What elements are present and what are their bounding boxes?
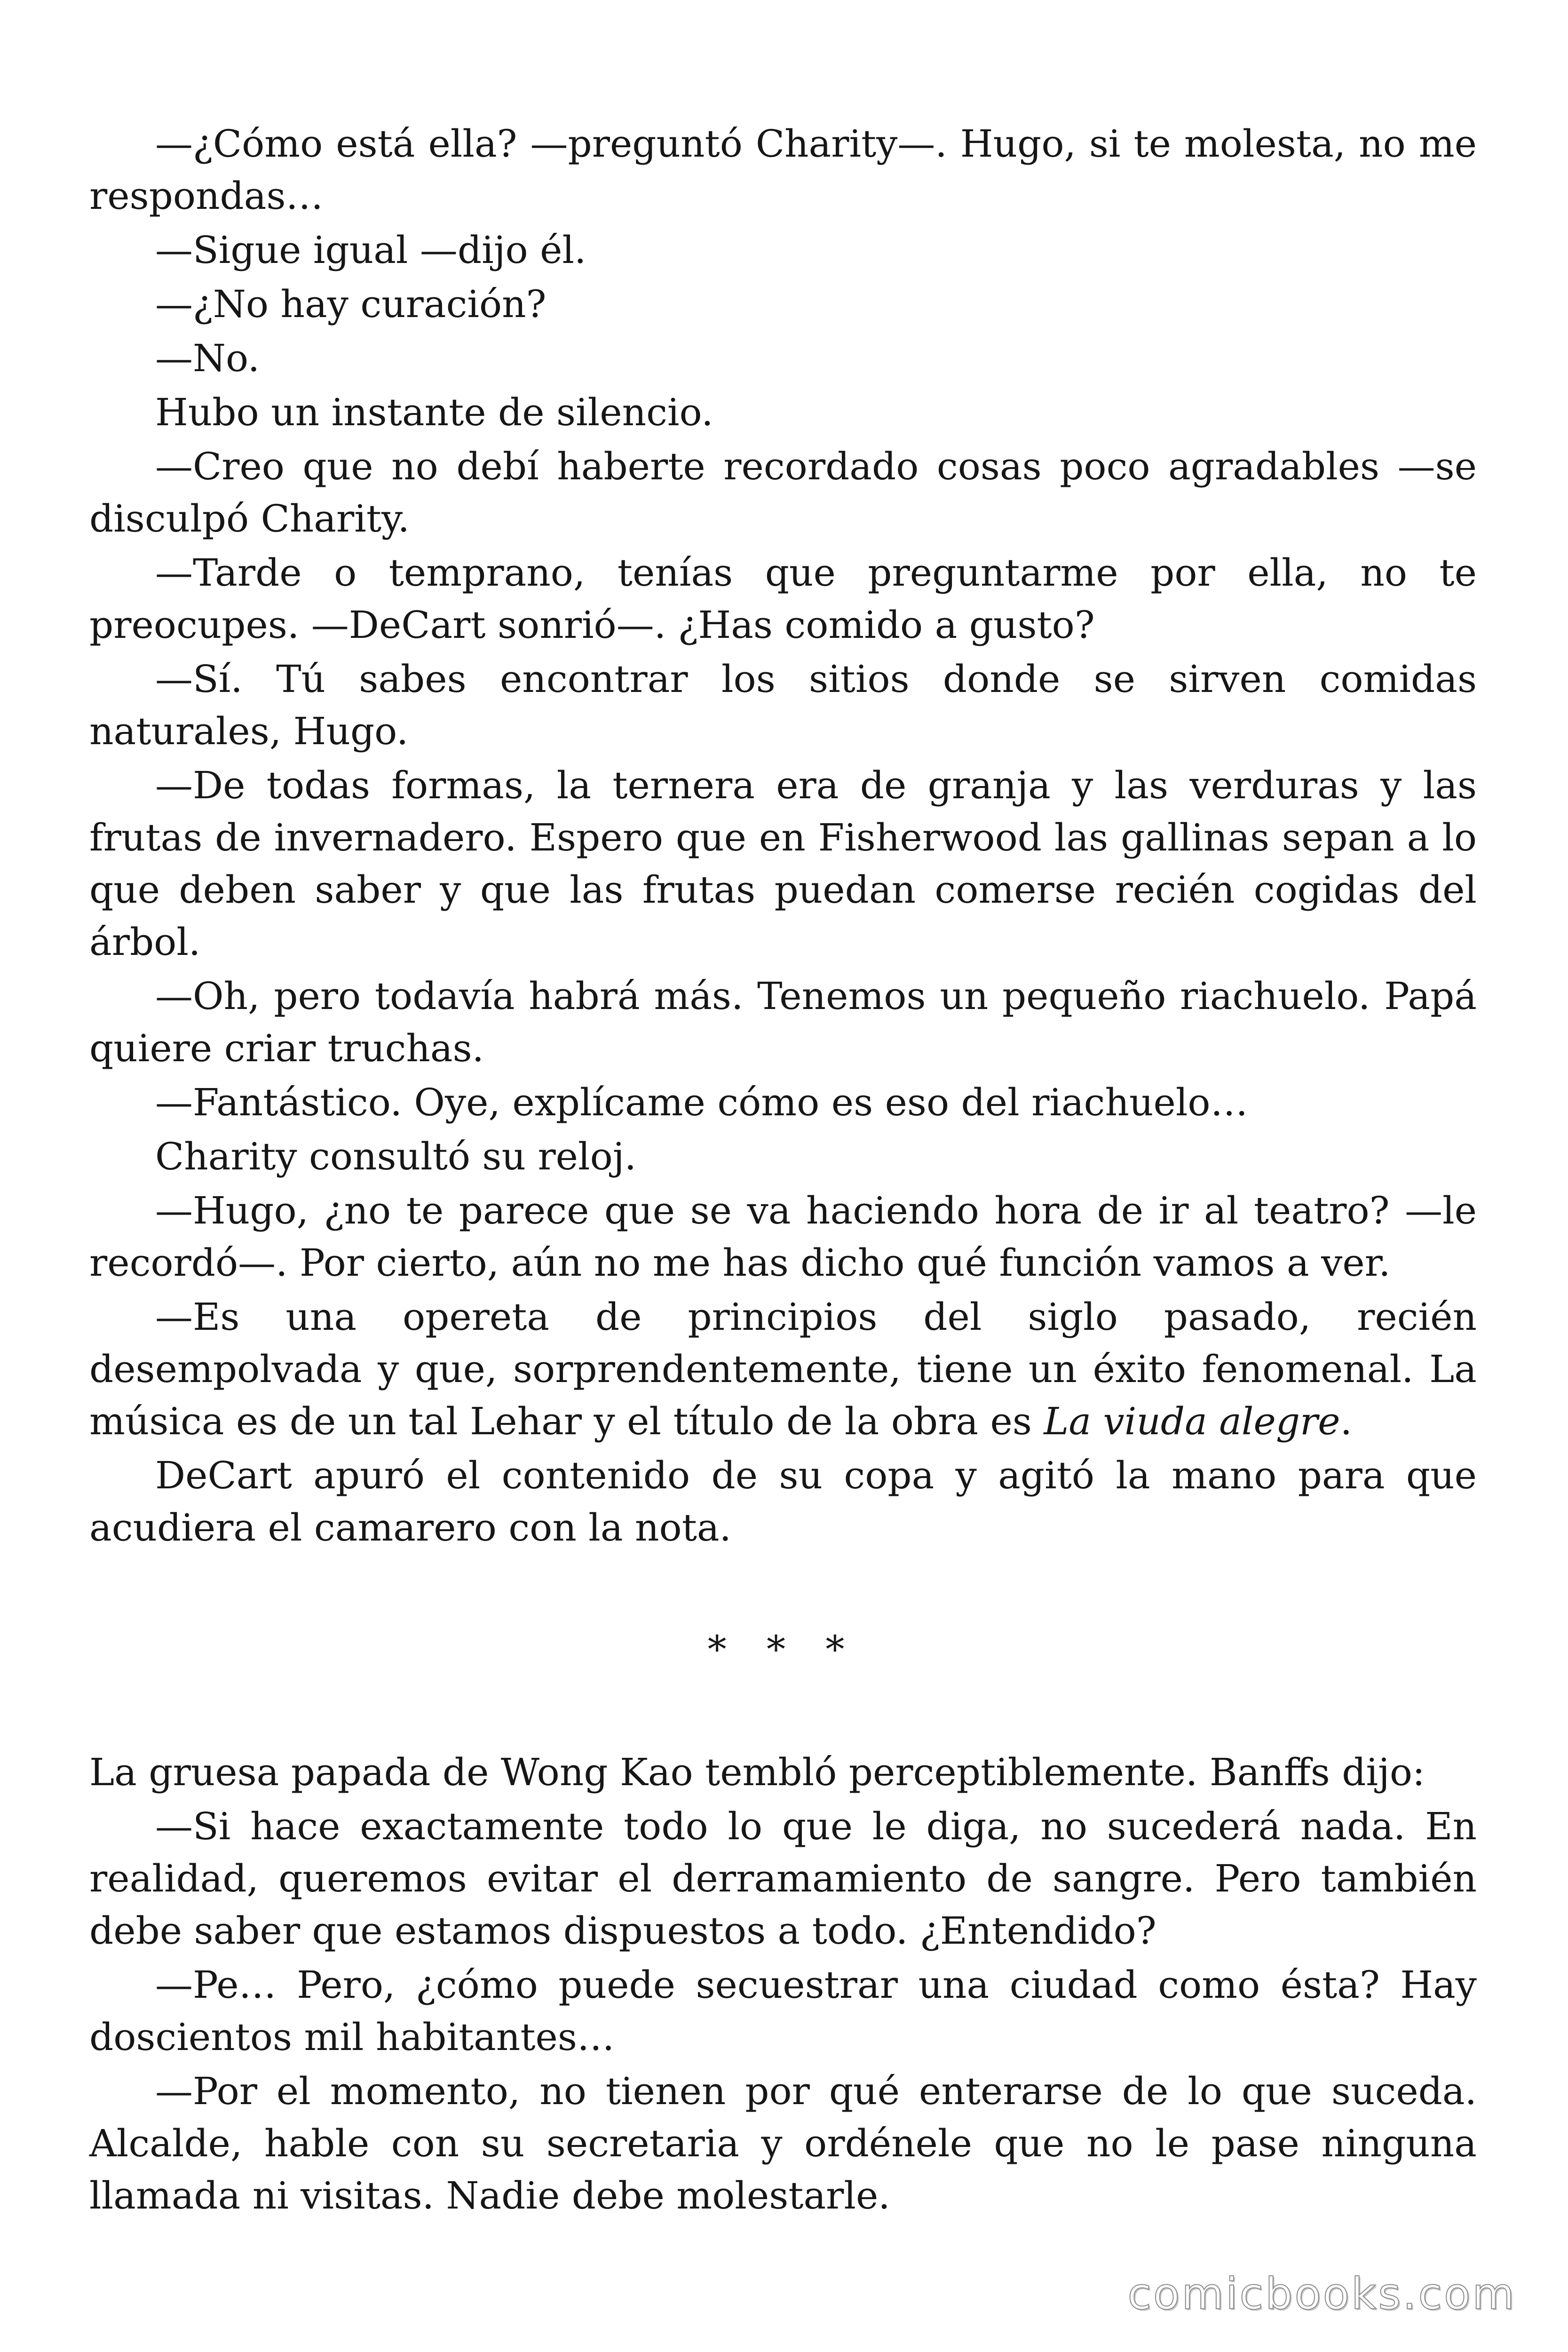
- paragraph: —Fantástico. Oye, explícame cómo es eso del riachuelo…: [155, 1081, 1248, 1124]
- paragraph: —¿No hay curación?: [155, 282, 546, 326]
- paragraph: —No.: [155, 336, 260, 380]
- paragraph: La gruesa papada de Wong Kao tembló perceptiblemente. Banffs dijo:: [89, 1750, 1425, 1794]
- paragraph: —Pe… Pero, ¿cómo puede secuestrar una ciudad como ésta? Hay doscientos mil habitantes…: [89, 1963, 1477, 2059]
- paragraph: —Oh, pero todavía habrá más. Tenemos un pequeño riachuelo. Papá quiere criar truchas.: [89, 974, 1477, 1070]
- book-page: [89, 118, 1477, 2224]
- paragraph: Charity consultó su reloj.: [155, 1135, 637, 1178]
- paragraph: —Creo que no debí haberte recordado cosas poco agradables —se disculpó Charity.: [89, 445, 1477, 540]
- paragraph: —Sigue igual —dijo él.: [155, 228, 586, 272]
- paragraph-with-title: [89, 1291, 1477, 1447]
- paragraph: —Si hace exactamente todo lo que le diga, no sucederá nada. En realidad, queremos evitar el derramamiento de sangre. Pero también debe saber que estamos dispuestos a todo. ¿Entendido?: [89, 1804, 1477, 1953]
- scene-separator: * * *: [707, 1628, 859, 1671]
- paragraph: DeCart apuró el contenido de su copa y agitó la mano para que acudiera el camarero con la nota.: [89, 1454, 1477, 1549]
- paragraph: —De todas formas, la ternera era de granja y las verduras y las frutas de invernadero. Espero que en Fisherwood las gallinas sepan a lo que deben saber y que las frutas puedan comerse recién cogidas del árbol.: [89, 763, 1477, 964]
- paragraph: Hubo un instante de silencio.: [155, 390, 713, 434]
- watermark-logo: comicbooks.com: [1127, 2269, 1516, 2319]
- paragraph: —Sí. Tú sabes encontrar los sitios donde se sirven comidas naturales, Hugo.: [89, 657, 1477, 753]
- paragraph: —Por el momento, no tienen por qué enterarse de lo que suceda. Alcalde, hable con su secretaria y ordénele que no le pase ninguna llamada ni visitas. Nadie debe molestarle.: [89, 2069, 1477, 2217]
- paragraph: —Hugo, ¿no te parece que se va haciendo hora de ir al teatro? —le recordó—. Por cierto, aún no me has dicho qué función vamos a ver.: [89, 1189, 1477, 1285]
- work-title: La viuda alegre: [1044, 1399, 1340, 1443]
- text-block-before: [89, 118, 1477, 1554]
- paragraph: —¿Cómo está ella? —preguntó Charity—. Hugo, si te molesta, no me respondas…: [89, 122, 1477, 218]
- paragraph-text: —Es una opereta de principios del siglo pasado, recién desempolvada y que, sorprendentemente, tiene un éxito fenomenal. La música es de un tal Lehar y el título de la obra es: [89, 1295, 1477, 1443]
- paragraph-text-end: .: [1340, 1399, 1353, 1443]
- paragraph: —Tarde o temprano, tenías que preguntarme por ella, no te preocupes. —DeCart sonrió—. ¿Has comido a gusto?: [89, 551, 1477, 647]
- text-block-after: [89, 1746, 1477, 2222]
